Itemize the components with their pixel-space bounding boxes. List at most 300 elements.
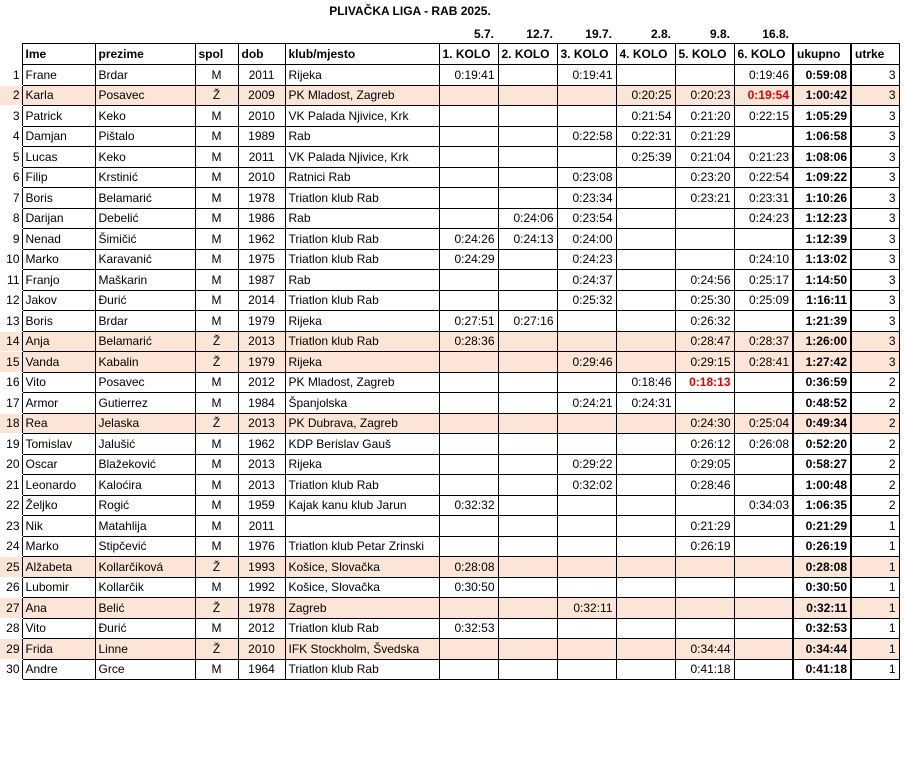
total-time-cell: 0:28:08 <box>793 557 851 578</box>
round-2-time-cell: 0:27:16 <box>498 311 557 332</box>
table-row <box>0 229 899 250</box>
table-row <box>0 618 899 639</box>
first-name-cell: Marko <box>22 536 95 557</box>
table-row <box>0 536 899 557</box>
club-cell: VK Palada Njivice, Krk <box>285 106 439 127</box>
races-count-cell: 3 <box>851 126 899 147</box>
round-4-time-cell: 0:21:54 <box>616 106 675 127</box>
round-2-time-cell <box>498 65 557 86</box>
round-4-time-cell <box>616 536 675 557</box>
round-4-time-cell: 0:18:46 <box>616 372 675 393</box>
round-5-time-cell <box>675 577 734 598</box>
total-time-cell: 0:52:20 <box>793 434 851 455</box>
total-time-cell: 1:08:06 <box>793 147 851 168</box>
table-row <box>0 475 899 496</box>
table-row <box>0 270 899 291</box>
round-5-time-cell: 0:21:20 <box>675 106 734 127</box>
round-6-time-cell <box>734 536 793 557</box>
round-5-time-cell <box>675 208 734 229</box>
round-6-time-cell: 0:34:03 <box>734 495 793 516</box>
round-1-time-cell <box>439 598 498 619</box>
round-4-time-cell <box>616 167 675 188</box>
birth-year-cell: 2013 <box>238 413 285 434</box>
round-3-time-cell <box>557 536 616 557</box>
last-name-cell: Keko <box>95 106 195 127</box>
round-2-time-cell <box>498 598 557 619</box>
round-dates-row <box>0 25 899 44</box>
first-name-cell: Anja <box>22 331 95 352</box>
table-row <box>0 249 899 270</box>
round-1-time-cell: 0:24:26 <box>439 229 498 250</box>
round-6-time-cell <box>734 639 793 660</box>
header-row <box>0 44 899 65</box>
round-5-time-cell: 0:28:46 <box>675 475 734 496</box>
round-5-time-cell <box>675 557 734 578</box>
birth-year-cell: 2010 <box>238 167 285 188</box>
row-number: 6 <box>12 170 20 185</box>
total-time-cell: 1:10:26 <box>793 188 851 209</box>
first-name-cell: Nenad <box>22 229 95 250</box>
round-6-time-cell <box>734 372 793 393</box>
total-time-cell: 0:32:53 <box>793 618 851 639</box>
birth-year-cell: 1979 <box>238 311 285 332</box>
header-birth-year: dob <box>238 44 285 65</box>
round-5-time-cell: 0:23:20 <box>675 167 734 188</box>
birth-year-cell: 1987 <box>238 270 285 291</box>
round-4-time-cell <box>616 249 675 270</box>
club-cell: Triatlon klub Rab <box>285 290 439 311</box>
first-name-cell: Rea <box>22 413 95 434</box>
first-name-cell: Andre <box>22 659 95 680</box>
round-3-time-cell <box>557 372 616 393</box>
round-2-time-cell <box>498 536 557 557</box>
table-row <box>0 106 899 127</box>
total-time-cell: 0:34:44 <box>793 639 851 660</box>
last-name-cell: Grce <box>95 659 195 680</box>
round-1-time-cell <box>439 516 498 537</box>
round-1-time-cell <box>439 475 498 496</box>
gender-cell: Ž <box>195 352 238 373</box>
gender-cell: M <box>195 372 238 393</box>
round-4-time-cell: 0:24:31 <box>616 393 675 414</box>
round-6-time-cell <box>734 577 793 598</box>
first-name-cell: Leonardo <box>22 475 95 496</box>
last-name-cell: Posavec <box>95 372 195 393</box>
total-time-cell: 0:49:34 <box>793 413 851 434</box>
table-row <box>0 434 899 455</box>
round-1-time-cell <box>439 434 498 455</box>
round-6-time-cell: 0:28:41 <box>734 352 793 373</box>
round-3-time-cell <box>557 577 616 598</box>
round-date: 19.7. <box>585 27 612 41</box>
club-cell: Triatlon klub Rab <box>285 249 439 270</box>
round-1-time-cell <box>439 352 498 373</box>
header-round-5: 5. KOLO <box>675 44 734 65</box>
round-2-time-cell <box>498 659 557 680</box>
birth-year-cell: 2009 <box>238 85 285 106</box>
row-number: 27 <box>0 598 22 619</box>
round-date: 5.7. <box>473 27 494 41</box>
club-cell: PK Dubrava, Zagreb <box>285 413 439 434</box>
round-6-time-cell <box>734 516 793 537</box>
header-club: klub/mjesto <box>285 44 439 65</box>
round-4-time-cell <box>616 208 675 229</box>
round-1-time-cell <box>439 393 498 414</box>
total-time-cell: 0:41:18 <box>793 659 851 680</box>
round-4-time-cell <box>616 454 675 475</box>
table-row <box>0 126 899 147</box>
total-time-cell: 1:00:42 <box>793 85 851 106</box>
round-5-time-cell: 0:26:19 <box>675 536 734 557</box>
gender-cell: M <box>195 475 238 496</box>
results-table <box>0 25 900 680</box>
club-cell: Triatlon klub Rab <box>285 331 439 352</box>
row-number: 15 <box>0 352 22 373</box>
races-count-cell: 1 <box>851 536 899 557</box>
gender-cell: Ž <box>195 598 238 619</box>
row-number: 9 <box>12 231 20 246</box>
round-6-time-cell: 0:25:17 <box>734 270 793 291</box>
round-1-time-cell <box>439 208 498 229</box>
last-name-cell: Stipčević <box>95 536 195 557</box>
round-5-time-cell: 0:21:04 <box>675 147 734 168</box>
last-name-cell: Đurić <box>95 618 195 639</box>
birth-year-cell: 1979 <box>238 352 285 373</box>
races-count-cell: 1 <box>851 557 899 578</box>
round-1-time-cell <box>439 85 498 106</box>
last-name-cell: Matahlija <box>95 516 195 537</box>
round-2-time-cell <box>498 577 557 598</box>
round-1-time-cell <box>439 639 498 660</box>
total-time-cell: 1:06:35 <box>793 495 851 516</box>
round-5-time-cell: 0:21:29 <box>675 126 734 147</box>
round-4-time-cell <box>616 577 675 598</box>
races-count-cell: 3 <box>851 352 899 373</box>
first-name-cell: Darijan <box>22 208 95 229</box>
total-time-cell: 1:00:48 <box>793 475 851 496</box>
races-count-cell: 3 <box>851 188 899 209</box>
round-3-time-cell <box>557 557 616 578</box>
races-count-cell: 1 <box>851 598 899 619</box>
club-cell: Triatlon klub Rab <box>285 659 439 680</box>
birth-year-cell: 1989 <box>238 126 285 147</box>
round-3-time-cell: 0:29:22 <box>557 454 616 475</box>
row-number: 23 <box>6 518 20 533</box>
last-name-cell: Brdar <box>95 311 195 332</box>
round-4-time-cell <box>616 475 675 496</box>
gender-cell: M <box>195 229 238 250</box>
table-row <box>0 454 899 475</box>
races-count-cell: 2 <box>851 393 899 414</box>
birth-year-cell: 2013 <box>238 475 285 496</box>
table-row <box>0 65 899 86</box>
first-name-cell: Nik <box>22 516 95 537</box>
round-6-time-cell: 0:22:15 <box>734 106 793 127</box>
round-4-time-cell <box>616 495 675 516</box>
round-2-time-cell <box>498 249 557 270</box>
header-first-name: Ime <box>22 44 95 65</box>
races-count-cell: 2 <box>851 372 899 393</box>
round-2-time-cell: 0:24:06 <box>498 208 557 229</box>
total-time-cell: 1:16:11 <box>793 290 851 311</box>
header-gender: spol <box>195 44 238 65</box>
round-4-time-cell <box>616 311 675 332</box>
round-5-time-cell: 0:29:15 <box>675 352 734 373</box>
table-row <box>0 352 899 373</box>
round-5-time-cell <box>675 618 734 639</box>
row-number: 10 <box>6 252 20 267</box>
club-cell: Rijeka <box>285 311 439 332</box>
round-5-time-cell: 0:25:30 <box>675 290 734 311</box>
last-name-cell: Maškarin <box>95 270 195 291</box>
gender-cell: Ž <box>195 639 238 660</box>
birth-year-cell: 1993 <box>238 557 285 578</box>
row-number: 3 <box>12 108 20 123</box>
table-row <box>0 557 899 578</box>
total-time-cell: 1:26:00 <box>793 331 851 352</box>
races-count-cell: 3 <box>851 270 899 291</box>
round-6-time-cell <box>734 454 793 475</box>
gender-cell: M <box>195 65 238 86</box>
first-name-cell: Tomislav <box>22 434 95 455</box>
first-name-cell: Frida <box>22 639 95 660</box>
last-name-cell: Jelaska <box>95 413 195 434</box>
total-time-cell: 1:13:02 <box>793 249 851 270</box>
round-6-time-cell: 0:24:23 <box>734 208 793 229</box>
first-name-cell: Vito <box>22 618 95 639</box>
first-name-cell: Damjan <box>22 126 95 147</box>
birth-year-cell: 1962 <box>238 434 285 455</box>
round-1-time-cell <box>439 147 498 168</box>
gender-cell: M <box>195 454 238 475</box>
last-name-cell: Pištalo <box>95 126 195 147</box>
first-name-cell: Lubomir <box>22 577 95 598</box>
total-time-cell: 1:12:23 <box>793 208 851 229</box>
total-time-cell: 1:27:42 <box>793 352 851 373</box>
club-cell: Triatlon klub Rab <box>285 475 439 496</box>
last-name-cell: Debelić <box>95 208 195 229</box>
round-1-time-cell: 0:32:53 <box>439 618 498 639</box>
club-cell: Košice, Slovačka <box>285 557 439 578</box>
round-2-time-cell <box>498 290 557 311</box>
round-4-time-cell <box>616 618 675 639</box>
row-number: 19 <box>6 436 20 451</box>
table-row <box>0 516 899 537</box>
club-cell: Triatlon klub Rab <box>285 188 439 209</box>
last-name-cell: Brdar <box>95 65 195 86</box>
total-time-cell: 0:32:11 <box>793 598 851 619</box>
round-5-time-cell: 0:34:44 <box>675 639 734 660</box>
gender-cell: M <box>195 393 238 414</box>
round-5-time-cell <box>675 249 734 270</box>
round-1-time-cell <box>439 536 498 557</box>
header-round-3: 3. KOLO <box>557 44 616 65</box>
first-name-cell: Jakov <box>22 290 95 311</box>
gender-cell: M <box>195 208 238 229</box>
gender-cell: M <box>195 106 238 127</box>
round-3-time-cell <box>557 639 616 660</box>
round-3-time-cell <box>557 495 616 516</box>
round-3-time-cell: 0:22:58 <box>557 126 616 147</box>
club-cell: Rijeka <box>285 454 439 475</box>
total-time-cell: 0:36:59 <box>793 372 851 393</box>
round-5-time-cell: 0:23:21 <box>675 188 734 209</box>
gender-cell: M <box>195 167 238 188</box>
round-6-time-cell <box>734 618 793 639</box>
round-2-time-cell <box>498 85 557 106</box>
row-number: 13 <box>6 313 20 328</box>
races-count-cell: 3 <box>851 65 899 86</box>
round-4-time-cell <box>616 352 675 373</box>
gender-cell: Ž <box>195 557 238 578</box>
round-5-time-cell: 0:21:29 <box>675 516 734 537</box>
races-count-cell: 3 <box>851 229 899 250</box>
round-6-time-cell: 0:22:54 <box>734 167 793 188</box>
round-6-time-cell <box>734 229 793 250</box>
club-cell <box>285 516 439 537</box>
birth-year-cell: 1986 <box>238 208 285 229</box>
birth-year-cell: 1962 <box>238 229 285 250</box>
gender-cell: M <box>195 188 238 209</box>
club-cell: PK Mladost, Zagreb <box>285 85 439 106</box>
round-3-time-cell: 0:29:46 <box>557 352 616 373</box>
races-count-cell: 3 <box>851 208 899 229</box>
round-3-time-cell <box>557 106 616 127</box>
round-4-time-cell <box>616 557 675 578</box>
last-name-cell: Šimičić <box>95 229 195 250</box>
round-2-time-cell: 0:24:13 <box>498 229 557 250</box>
last-name-cell: Belić <box>95 598 195 619</box>
races-count-cell: 2 <box>851 434 899 455</box>
round-5-time-cell: 0:18:13 <box>675 372 734 393</box>
round-4-time-cell <box>616 65 675 86</box>
races-count-cell: 3 <box>851 249 899 270</box>
club-cell: Zagreb <box>285 598 439 619</box>
round-5-time-cell: 0:28:47 <box>675 331 734 352</box>
first-name-cell: Marko <box>22 249 95 270</box>
club-cell: Triatlon klub Petar Zrinski <box>285 536 439 557</box>
row-number: 7 <box>12 190 20 205</box>
round-3-time-cell <box>557 516 616 537</box>
table-row <box>0 639 899 660</box>
round-6-time-cell <box>734 311 793 332</box>
birth-year-cell: 1976 <box>238 536 285 557</box>
gender-cell: M <box>195 536 238 557</box>
row-number: 25 <box>0 557 22 578</box>
last-name-cell: Keko <box>95 147 195 168</box>
races-count-cell: 3 <box>851 331 899 352</box>
first-name-cell: Franjo <box>22 270 95 291</box>
header-last-name: prezime <box>95 44 195 65</box>
round-6-time-cell: 0:28:37 <box>734 331 793 352</box>
club-cell: VK Palada Njivice, Krk <box>285 147 439 168</box>
round-4-time-cell <box>616 290 675 311</box>
row-number: 14 <box>0 331 22 352</box>
birth-year-cell: 2010 <box>238 639 285 660</box>
club-cell: PK Mladost, Zagreb <box>285 372 439 393</box>
round-1-time-cell <box>439 188 498 209</box>
round-1-time-cell <box>439 659 498 680</box>
row-number: 26 <box>6 580 20 595</box>
row-number: 12 <box>6 293 20 308</box>
round-1-time-cell <box>439 167 498 188</box>
round-3-time-cell: 0:23:08 <box>557 167 616 188</box>
round-3-time-cell <box>557 147 616 168</box>
round-6-time-cell: 0:19:54 <box>734 85 793 106</box>
round-1-time-cell <box>439 290 498 311</box>
last-name-cell: Linne <box>95 639 195 660</box>
round-5-time-cell: 0:41:18 <box>675 659 734 680</box>
birth-year-cell: 1978 <box>238 188 285 209</box>
round-4-time-cell: 0:25:39 <box>616 147 675 168</box>
birth-year-cell: 1975 <box>238 249 285 270</box>
round-3-time-cell: 0:24:00 <box>557 229 616 250</box>
round-2-time-cell <box>498 331 557 352</box>
round-3-time-cell <box>557 434 616 455</box>
table-row <box>0 85 899 106</box>
round-2-time-cell <box>498 639 557 660</box>
club-cell: Ratnici Rab <box>285 167 439 188</box>
round-2-time-cell <box>498 126 557 147</box>
round-4-time-cell <box>616 229 675 250</box>
birth-year-cell: 2011 <box>238 147 285 168</box>
row-number: 4 <box>12 129 20 144</box>
last-name-cell: Krstinić <box>95 167 195 188</box>
round-6-time-cell: 0:25:09 <box>734 290 793 311</box>
round-1-time-cell <box>439 454 498 475</box>
round-5-time-cell: 0:24:30 <box>675 413 734 434</box>
round-3-time-cell: 0:32:02 <box>557 475 616 496</box>
round-6-time-cell: 0:25:04 <box>734 413 793 434</box>
first-name-cell: Alžabeta <box>22 557 95 578</box>
table-row <box>0 208 899 229</box>
round-2-time-cell <box>498 475 557 496</box>
birth-year-cell: 2014 <box>238 290 285 311</box>
gender-cell: M <box>195 495 238 516</box>
round-5-time-cell: 0:26:12 <box>675 434 734 455</box>
total-time-cell: 1:21:39 <box>793 311 851 332</box>
last-name-cell: Kollarčik <box>95 577 195 598</box>
first-name-cell: Patrick <box>22 106 95 127</box>
round-5-time-cell <box>675 495 734 516</box>
gender-cell: M <box>195 311 238 332</box>
gender-cell: Ž <box>195 85 238 106</box>
round-5-time-cell: 0:20:23 <box>675 85 734 106</box>
round-2-time-cell <box>498 454 557 475</box>
table-row <box>0 495 899 516</box>
gender-cell: M <box>195 577 238 598</box>
round-1-time-cell <box>439 413 498 434</box>
round-1-time-cell: 0:30:50 <box>439 577 498 598</box>
last-name-cell: Kollarčiková <box>95 557 195 578</box>
races-count-cell: 3 <box>851 290 899 311</box>
birth-year-cell: 2011 <box>238 516 285 537</box>
total-time-cell: 1:14:50 <box>793 270 851 291</box>
round-date: 2.8. <box>650 27 671 41</box>
races-count-cell: 3 <box>851 106 899 127</box>
row-number: 29 <box>0 639 22 660</box>
gender-cell: M <box>195 659 238 680</box>
club-cell: Košice, Slovačka <box>285 577 439 598</box>
round-5-time-cell: 0:26:32 <box>675 311 734 332</box>
round-6-time-cell: 0:26:08 <box>734 434 793 455</box>
round-4-time-cell <box>616 188 675 209</box>
round-2-time-cell <box>498 557 557 578</box>
races-count-cell: 3 <box>851 311 899 332</box>
row-number: 5 <box>12 149 20 164</box>
round-3-time-cell <box>557 659 616 680</box>
first-name-cell: Vanda <box>22 352 95 373</box>
